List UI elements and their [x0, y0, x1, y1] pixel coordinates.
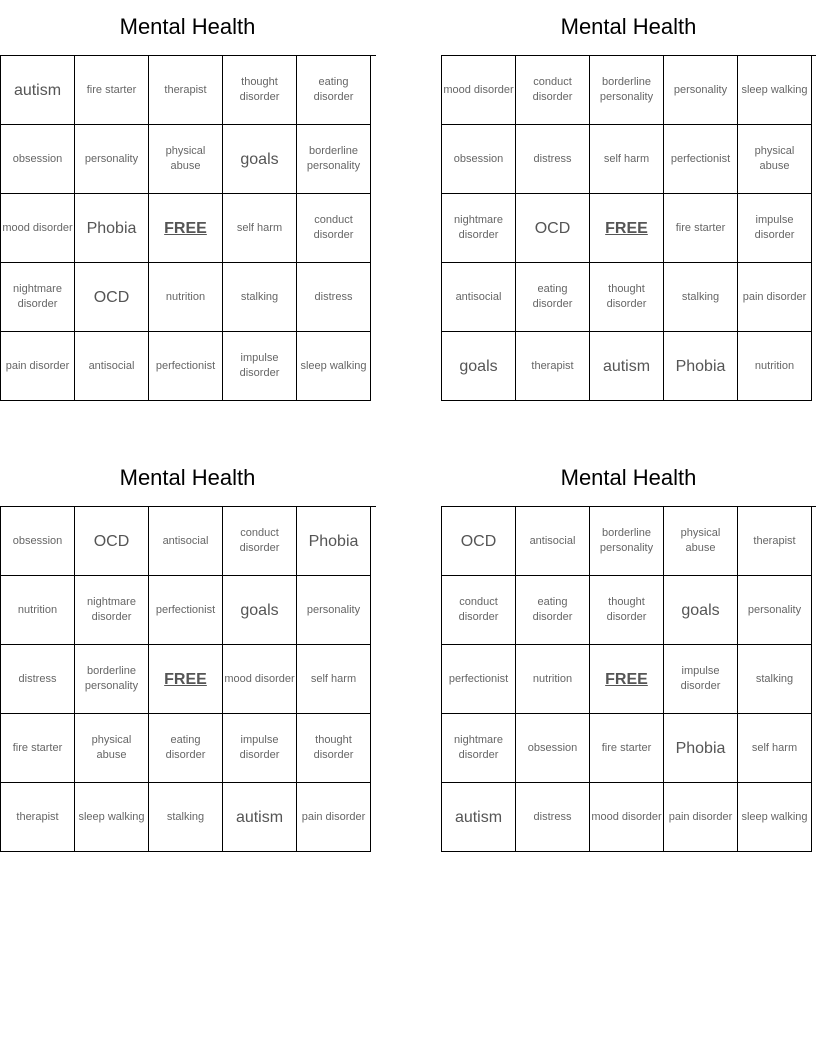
- card-title: Mental Health: [560, 465, 697, 490]
- bingo-cell: impulse disorder: [738, 194, 812, 263]
- bingo-cell: OCD: [75, 507, 149, 576]
- bingo-cell: self harm: [297, 645, 371, 714]
- bingo-cell: antisocial: [75, 332, 149, 401]
- bingo-cell: nutrition: [149, 263, 223, 332]
- free-space-cell: FREE: [590, 645, 664, 714]
- bingo-cell: goals: [442, 332, 516, 401]
- bingo-cell: personality: [738, 576, 812, 645]
- bingo-cell: stalking: [149, 783, 223, 852]
- bingo-cell: perfectionist: [442, 645, 516, 714]
- bingo-cell: mood disorder: [442, 56, 516, 125]
- bingo-cell: Phobia: [664, 714, 738, 783]
- bingo-cell: pain disorder: [297, 783, 371, 852]
- card-title: Mental Health: [119, 465, 256, 490]
- bingo-cell: thought disorder: [590, 263, 664, 332]
- bingo-cell: impulse disorder: [223, 714, 297, 783]
- bingo-cell: impulse disorder: [664, 645, 738, 714]
- bingo-cell: physical abuse: [149, 125, 223, 194]
- bingo-cell: sleep walking: [738, 56, 812, 125]
- bingo-cell: therapist: [738, 507, 812, 576]
- bingo-grid: [441, 55, 816, 401]
- bingo-cell: pain disorder: [738, 263, 812, 332]
- bingo-cell: OCD: [516, 194, 590, 263]
- bingo-card-3: [0, 451, 375, 852]
- bingo-cell: mood disorder: [590, 783, 664, 852]
- bingo-cell: antisocial: [442, 263, 516, 332]
- bingo-cell: antisocial: [516, 507, 590, 576]
- bingo-grid: [0, 55, 376, 401]
- bingo-cell: eating disorder: [297, 56, 371, 125]
- bingo-cell: eating disorder: [149, 714, 223, 783]
- bingo-cell: borderline personality: [75, 645, 149, 714]
- bingo-cell: nutrition: [516, 645, 590, 714]
- bingo-cell: antisocial: [149, 507, 223, 576]
- bingo-cell: fire starter: [590, 714, 664, 783]
- bingo-card-4: [441, 451, 816, 852]
- card-title: Mental Health: [560, 14, 697, 39]
- bingo-cell: autism: [1, 56, 75, 125]
- bingo-grid: [441, 506, 816, 852]
- free-space-cell: FREE: [590, 194, 664, 263]
- bingo-card-2: [441, 0, 816, 401]
- bingo-cell: eating disorder: [516, 576, 590, 645]
- bingo-cell: perfectionist: [149, 332, 223, 401]
- bingo-cell: self harm: [590, 125, 664, 194]
- bingo-cell: fire starter: [1, 714, 75, 783]
- bingo-cell: nightmare disorder: [75, 576, 149, 645]
- bingo-cell: perfectionist: [664, 125, 738, 194]
- bingo-cell: personality: [75, 125, 149, 194]
- bingo-cell: obsession: [1, 507, 75, 576]
- bingo-cell: conduct disorder: [297, 194, 371, 263]
- bingo-cell: distress: [516, 125, 590, 194]
- bingo-cell: Phobia: [297, 507, 371, 576]
- bingo-cell: self harm: [223, 194, 297, 263]
- bingo-cell: personality: [664, 56, 738, 125]
- bingo-cell: thought disorder: [297, 714, 371, 783]
- bingo-cell: eating disorder: [516, 263, 590, 332]
- bingo-cell: sleep walking: [738, 783, 812, 852]
- bingo-cell: nightmare disorder: [442, 194, 516, 263]
- bingo-cell: impulse disorder: [223, 332, 297, 401]
- bingo-cell: stalking: [664, 263, 738, 332]
- bingo-cell: therapist: [149, 56, 223, 125]
- bingo-cell: self harm: [738, 714, 812, 783]
- bingo-cell: obsession: [516, 714, 590, 783]
- bingo-cell: physical abuse: [738, 125, 812, 194]
- bingo-cell: goals: [223, 125, 297, 194]
- bingo-cell: autism: [590, 332, 664, 401]
- bingo-cell: nutrition: [738, 332, 812, 401]
- bingo-cell: conduct disorder: [442, 576, 516, 645]
- bingo-cell: stalking: [223, 263, 297, 332]
- bingo-cell: distress: [297, 263, 371, 332]
- bingo-cell: pain disorder: [664, 783, 738, 852]
- bingo-cell: mood disorder: [223, 645, 297, 714]
- bingo-cell: fire starter: [75, 56, 149, 125]
- bingo-cell: OCD: [75, 263, 149, 332]
- bingo-cell: nutrition: [1, 576, 75, 645]
- bingo-cell: therapist: [1, 783, 75, 852]
- free-space-cell: FREE: [149, 645, 223, 714]
- bingo-cell: physical abuse: [664, 507, 738, 576]
- bingo-cell: obsession: [1, 125, 75, 194]
- bingo-cell: mood disorder: [1, 194, 75, 263]
- bingo-cell: therapist: [516, 332, 590, 401]
- bingo-cell: thought disorder: [223, 56, 297, 125]
- bingo-cell: fire starter: [664, 194, 738, 263]
- bingo-cell: goals: [223, 576, 297, 645]
- bingo-cell: perfectionist: [149, 576, 223, 645]
- bingo-cell: OCD: [442, 507, 516, 576]
- bingo-cell: pain disorder: [1, 332, 75, 401]
- bingo-cell: conduct disorder: [223, 507, 297, 576]
- bingo-cell: obsession: [442, 125, 516, 194]
- bingo-cell: distress: [516, 783, 590, 852]
- bingo-cell: borderline personality: [590, 56, 664, 125]
- bingo-cell: autism: [442, 783, 516, 852]
- bingo-card-1: [0, 0, 375, 401]
- bingo-cell: personality: [297, 576, 371, 645]
- bingo-cell: stalking: [738, 645, 812, 714]
- bingo-cell: nightmare disorder: [1, 263, 75, 332]
- bingo-cell: distress: [1, 645, 75, 714]
- bingo-cell: autism: [223, 783, 297, 852]
- bingo-cell: sleep walking: [75, 783, 149, 852]
- bingo-cell: goals: [664, 576, 738, 645]
- bingo-cell: borderline personality: [590, 507, 664, 576]
- bingo-cell: Phobia: [75, 194, 149, 263]
- bingo-grid: [0, 506, 376, 852]
- bingo-cell: sleep walking: [297, 332, 371, 401]
- bingo-cell: borderline personality: [297, 125, 371, 194]
- free-space-cell: FREE: [149, 194, 223, 263]
- card-title: Mental Health: [119, 14, 256, 39]
- bingo-cell: nightmare disorder: [442, 714, 516, 783]
- bingo-cell: Phobia: [664, 332, 738, 401]
- bingo-cell: thought disorder: [590, 576, 664, 645]
- bingo-cell: conduct disorder: [516, 56, 590, 125]
- bingo-cell: physical abuse: [75, 714, 149, 783]
